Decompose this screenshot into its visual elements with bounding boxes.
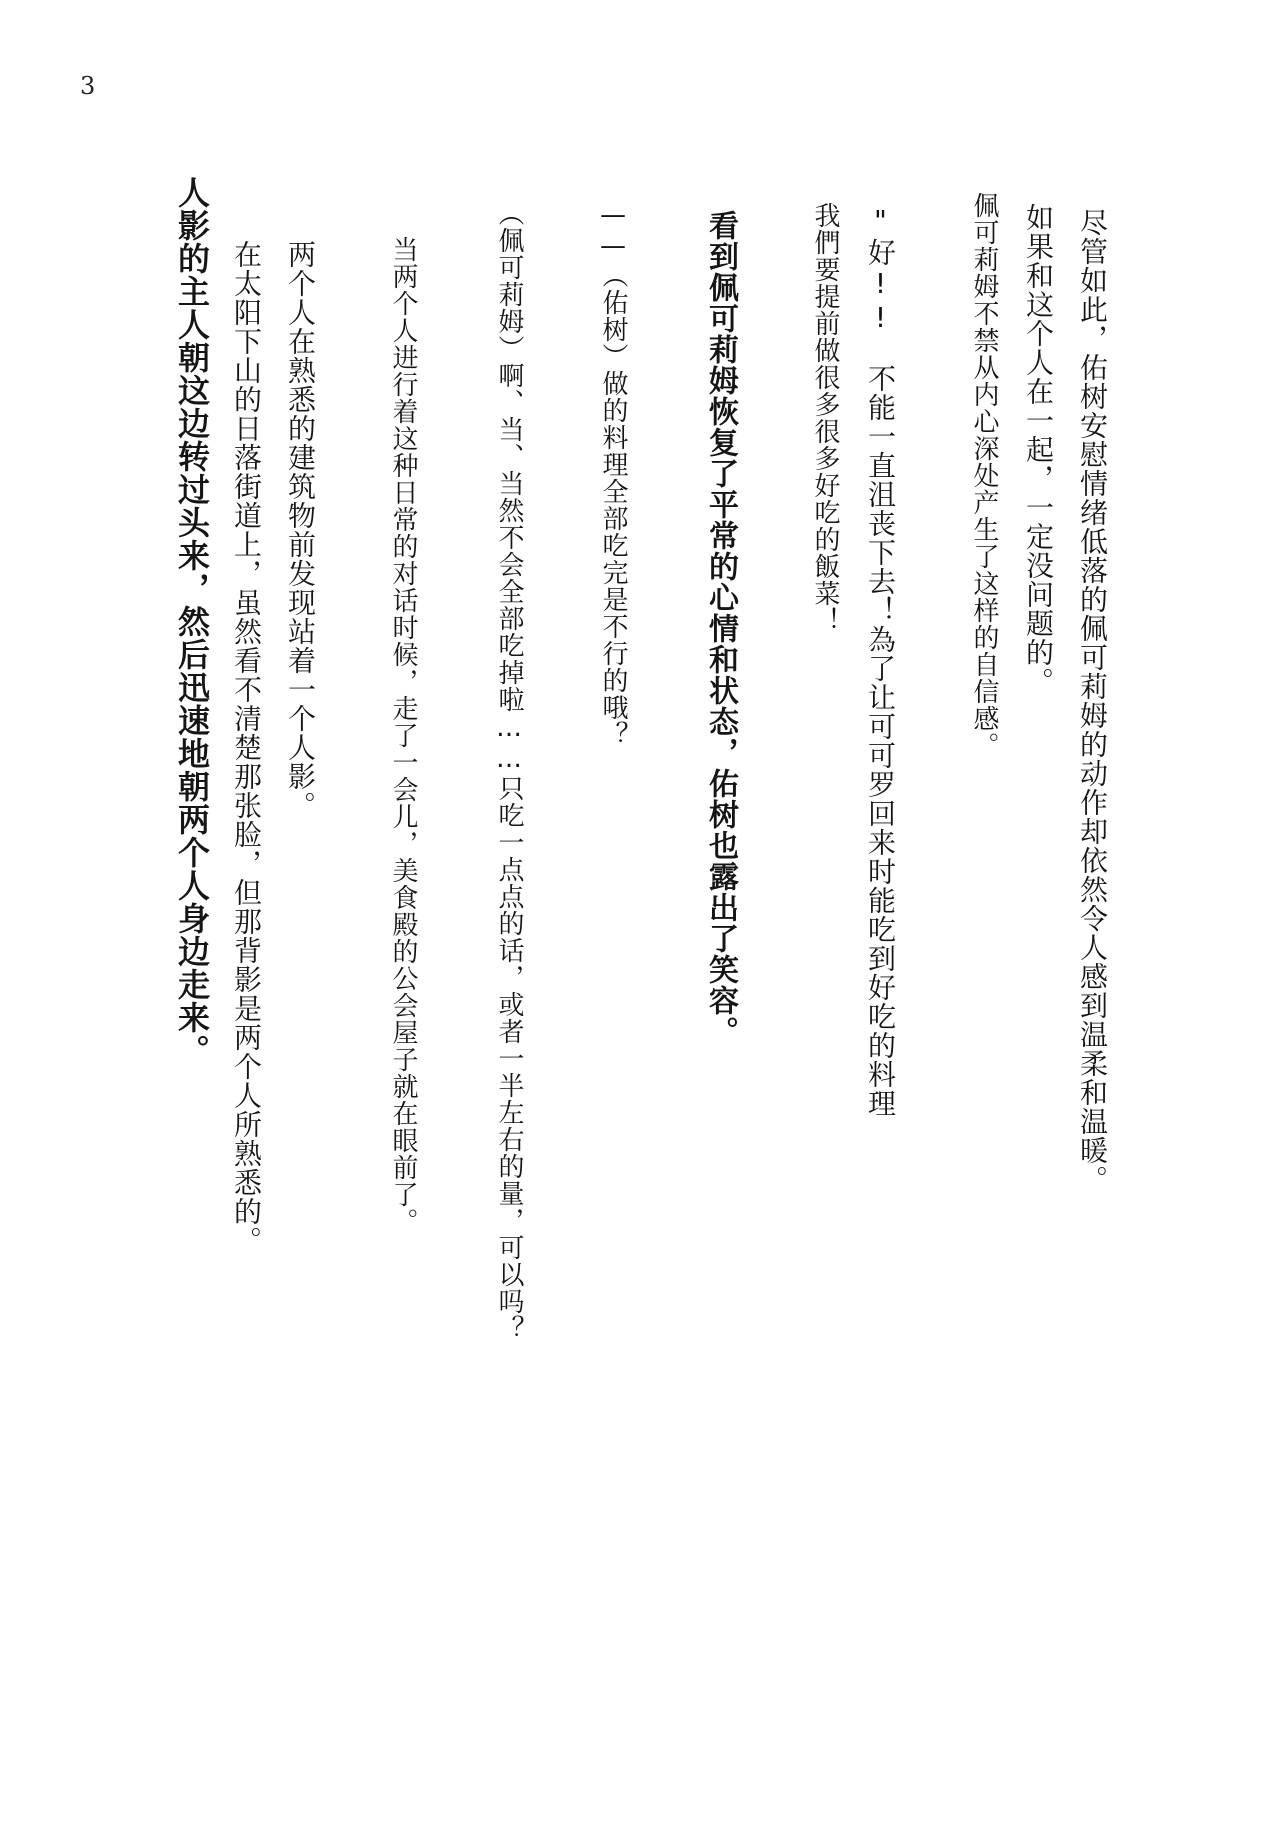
page-number: 3 [80, 72, 96, 100]
text-line-8: （佩可莉姆）啊、当、当然不会全部吃掉啦……只吃一点点的话，或者一半左右的量，可以吗？ [494, 200, 524, 1342]
text-line-4: "好!! 不能一直沮丧下去！為了让可可罗回来时能吃到好吃的料理 [864, 204, 897, 1118]
text-line-6: 看到佩可莉姆恢复了平常的心情和状态，佑树也露出了笑容。 [703, 210, 738, 1047]
text-line-5: 我們要提前做很多很多好吃的飯菜！ [810, 202, 840, 634]
text-line-11: 在太阳下山的日落街道上，虽然看不清楚那张脸，但那背影是两个人所熟悉的。 [230, 240, 263, 1255]
text-line-7: ——（佑树）做的料理全部吃完是不行的哦？ [598, 200, 628, 748]
text-line-9: 当两个人进行着这种日常的对话时候，走了一会儿，美食殿的公会屋子就在眼前了。 [388, 236, 418, 1235]
text-line-12: 人影的主人朝这边转过头来，然后迅速地朝两个人身边走来。 [173, 176, 211, 1067]
text-line-3: 佩可莉姆不禁从内心深处产生了这样的自信感。 [969, 192, 999, 759]
text-line-2: 如果和这个人在一起，一定没问题的。 [1022, 203, 1055, 696]
text-line-10: 两个人在熟悉的建筑物前发现站着一个人影。 [284, 240, 317, 820]
text-line-1: 尽管如此，佑树安慰情绪低落的佩可莉姆的动作却依然令人感到温柔和温暖。 [1076, 208, 1109, 1194]
